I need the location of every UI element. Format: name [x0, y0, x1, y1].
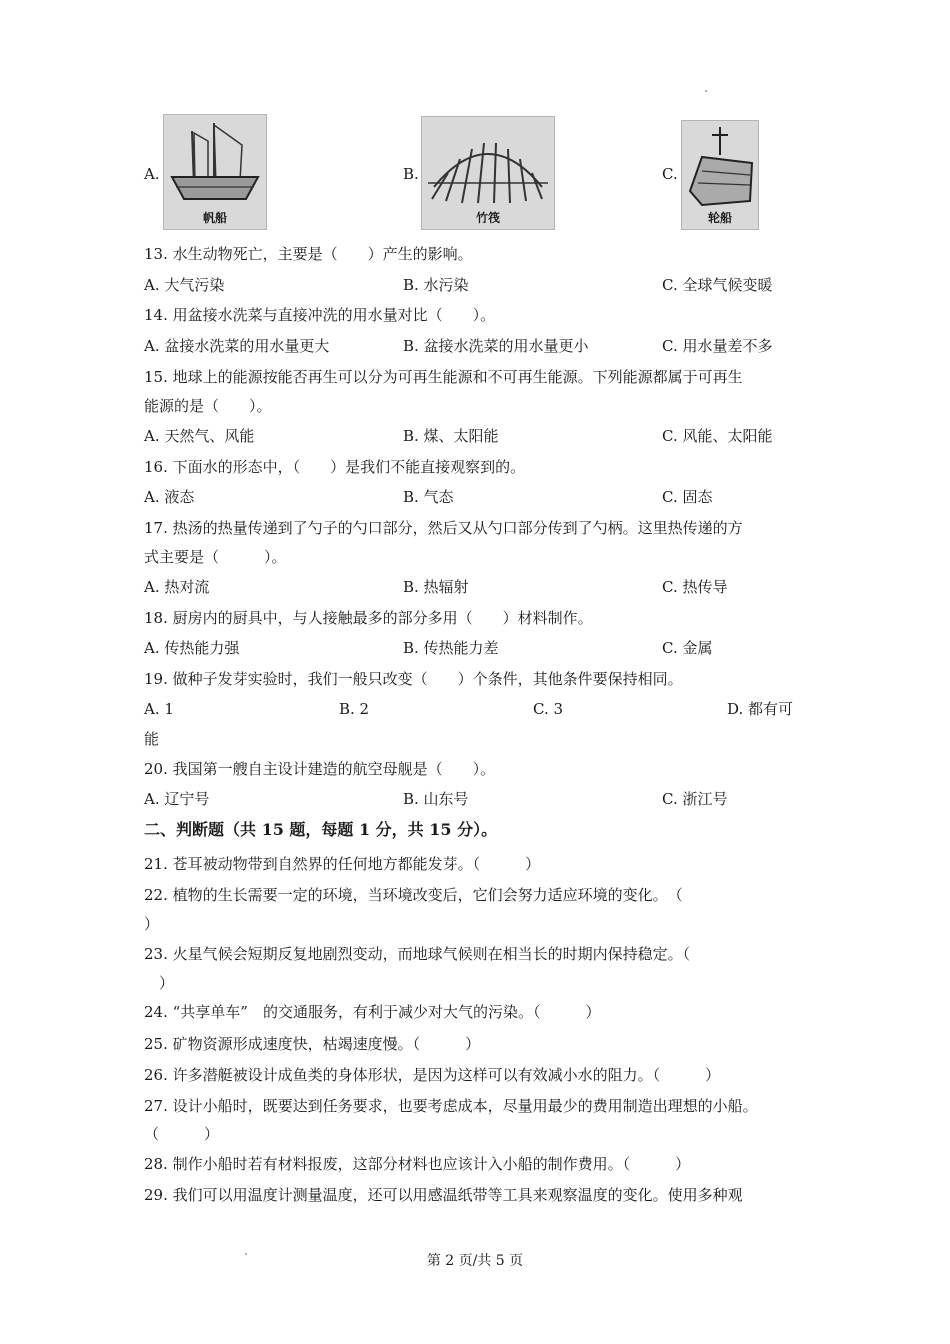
option-16-b: B. 气态 [403, 488, 454, 506]
judgment-21: 21. 苍耳被动物带到自然界的任何地方都能发芽。（ ） [144, 855, 541, 873]
judgment-22-cont: ） [144, 915, 160, 933]
judgment-26: 26. 许多潜艇被设计成鱼类的身体形状，是因为这样可以有效减小水的阻力。（ ） [144, 1066, 721, 1084]
option-18-b: B. 传热能力差 [403, 639, 499, 657]
judgment-29: 29. 我们可以用温度计测量温度，还可以用感温纸带等工具来观察温度的变化。使用多种观 [144, 1186, 743, 1204]
option-20-c: C. 浙江号 [662, 790, 728, 808]
option-19-a: A. 1 [144, 700, 174, 718]
option-15-a: A. 天然气、风能 [144, 427, 255, 445]
question-15: 15. 地球上的能源按能否再生可以分为可再生能源和不可再生能源。下列能源都属于可再生 [144, 368, 743, 386]
steamship-picture [681, 120, 759, 230]
option-18-c: C. 金属 [662, 639, 713, 657]
picture-caption: 轮船 [707, 211, 732, 225]
option-18-a: A. 传热能力强 [144, 639, 240, 657]
option-15-b: B. 煤、太阳能 [403, 427, 499, 445]
section-2-title: 二、判断题（共 15 题，每题 1 分，共 15 分）。 [144, 820, 498, 839]
judgment-22: 22. 植物的生长需要一定的环境，当环境改变后，它们会努力适应环境的变化。 （ [144, 886, 683, 904]
judgment-27: 27. 设计小船时，既要达到任务要求，也要考虑成本，尽量用最少的费用制造出理想的小船。 [144, 1097, 758, 1115]
option-letter: B. [403, 165, 419, 183]
option-13-b: B. 水污染 [403, 276, 469, 294]
question-14: 14. 用盆接水洗菜与直接冲洗的用水量对比（ ）。 [144, 306, 496, 324]
question-19: 19. 做种子发芽实验时，我们一般只改变（ ）个条件，其他条件要保持相同。 [144, 670, 683, 688]
judgment-25: 25. 矿物资源形成速度快，枯竭速度慢。（ ） [144, 1035, 481, 1053]
judgment-24: 24. “共享单车” 的交通服务，有利于减少对大气的污染。（ ） [144, 1003, 601, 1021]
scan-speck [705, 90, 707, 92]
picture-caption: 帆船 [202, 211, 227, 225]
option-16-c: C. 固态 [662, 488, 713, 506]
sailboat-picture [163, 114, 267, 230]
page-footer: 第 2 页/共 5 页 [426, 1253, 524, 1269]
option-19-b: B. 2 [339, 700, 370, 718]
option-17-b: B. 热辐射 [403, 578, 469, 596]
option-letter: C. [662, 165, 678, 183]
option-13-a: A. 大气污染 [144, 276, 225, 294]
question-16: 16. 下面水的形态中，（ ）是我们不能直接观察到的。 [144, 458, 526, 476]
option-16-a: A. 液态 [144, 488, 195, 506]
question-13: 13. 水生动物死亡，主要是（ ）产生的影响。 [144, 245, 473, 263]
question-15-cont: 能源的是（ ）。 [144, 397, 272, 415]
option-15-c: C. 风能、太阳能 [662, 427, 773, 445]
option-13-c: C. 全球气候变暖 [662, 276, 773, 294]
option-14-a: A. 盆接水洗菜的用水量更大 [144, 337, 330, 355]
option-20-b: B. 山东号 [403, 790, 469, 808]
option-14-c: C. 用水量差不多 [662, 337, 773, 355]
option-19-d-wrap: 能 [144, 730, 160, 748]
judgment-28: 28. 制作小船时若有材料报废，这部分材料也应该计入小船的制作费用。（ ） [144, 1155, 691, 1173]
option-17-a: A. 热对流 [144, 578, 210, 596]
option-19-d: D. 都有可 [727, 700, 794, 718]
judgment-23-cont: ） [144, 974, 175, 992]
question-17-cont: 式主要是（ ）。 [144, 548, 287, 566]
judgment-23: 23. 火星气候会短期反复地剧烈变动，而地球气候则在相当长的时期内保持稳定。（ [144, 945, 691, 963]
option-19-c: C. 3 [533, 700, 564, 718]
option-17-c: C. 热传导 [662, 578, 728, 596]
bamboo-raft-picture [421, 116, 555, 230]
question-17: 17. 热汤的热量传递到了勺子的勺口部分，然后又从勺口部分传到了勺柄。这里热传递的方 [144, 519, 743, 537]
option-20-a: A. 辽宁号 [144, 790, 210, 808]
picture-caption: 竹筏 [475, 211, 500, 225]
option-14-b: B. 盆接水洗菜的用水量更小 [403, 337, 589, 355]
question-18: 18. 厨房内的厨具中，与人接触最多的部分多用（ ）材料制作。 [144, 609, 593, 627]
question-20: 20. 我国第一艘自主设计建造的航空母舰是（ ）。 [144, 760, 496, 778]
judgment-27-cont: （ ） [144, 1125, 220, 1143]
option-letter: A. [144, 165, 160, 183]
